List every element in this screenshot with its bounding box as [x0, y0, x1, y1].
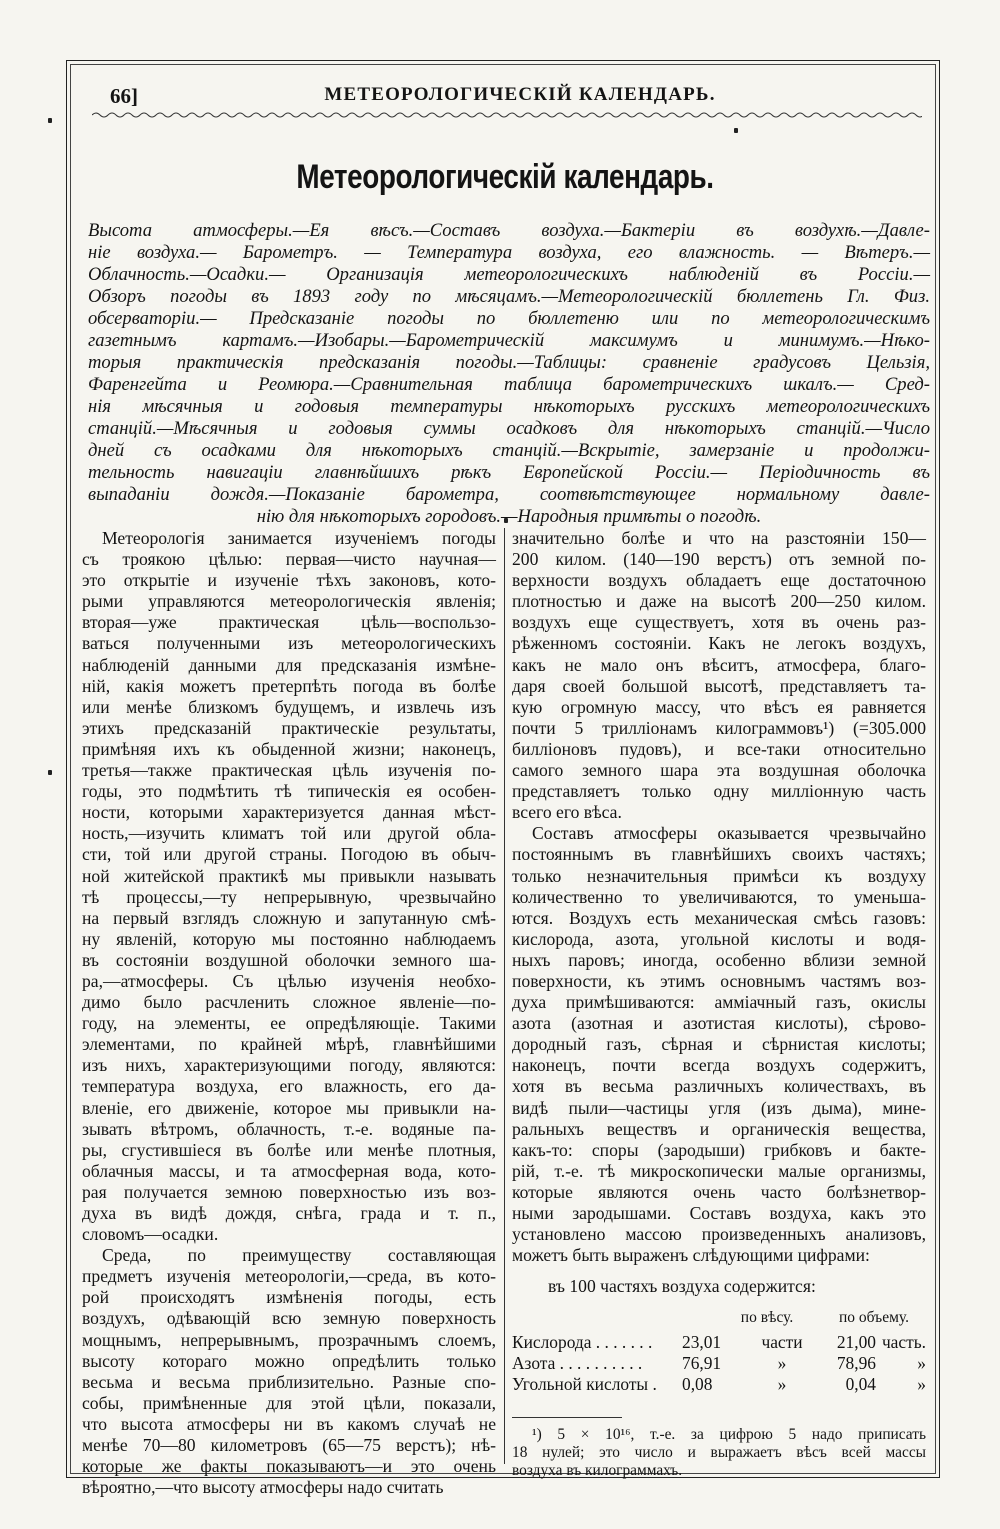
ink-dot	[734, 128, 738, 133]
text-line: высоту котораго можно опредѣлить только	[82, 1350, 496, 1371]
text-line: установлено массою произведенныхъ анализовъ,	[512, 1224, 926, 1245]
text-line: въ состояніи воздушной оболочки земного ша-	[82, 949, 496, 970]
text-line: менѣе 70—80 километровъ (65—75 верстъ); нѣ-	[82, 1435, 496, 1456]
text-line: весьма и весьма приблизительно. Разные спо-	[82, 1371, 496, 1392]
gas-name: Угольной кислоты .	[512, 1374, 657, 1395]
text-line: предметъ изученія метеорологіи,—среда, въ кото-	[82, 1266, 496, 1287]
composition-row	[512, 1374, 926, 1395]
summary-line: Облачность.—Осадки.— Организація метеорологическихъ наблюденій въ Россіи.—	[88, 264, 930, 285]
summary-line: нію для нѣкоторыхъ городовъ.—Народныя примѣты о погодѣ.	[256, 506, 762, 527]
weight-unit: »	[777, 1374, 787, 1395]
text-line: ность,—изучить климатъ той или другой обла-	[82, 823, 496, 844]
left-column	[82, 528, 496, 1498]
composition-row	[512, 1332, 926, 1353]
text-line: азота (азотная и азотистая кислоты), сѣрово-	[512, 1013, 926, 1034]
summary-line: нія мѣсячныя и годовыя температуры нѣкоторыхъ русскихъ метеорологическихъ	[88, 396, 930, 417]
col-by-volume: по объему.	[839, 1309, 909, 1327]
text-line: съ троякою цѣлью: первая—чисто научная—	[82, 549, 496, 570]
gas-name: Кислорода . . . . . . .	[512, 1332, 653, 1353]
text-line: духа въ видѣ дождя, снѣга, града и т. п.,	[82, 1203, 496, 1223]
footnote-line: воздуха въ килограммахъ.	[512, 1462, 683, 1480]
text-line: словомъ—осадки.	[82, 1224, 219, 1245]
text-line: представляетъ только одну милліонную часть	[512, 781, 926, 802]
text-line: ются. Воздухъ есть механическая смѣсь газовъ:	[512, 907, 926, 928]
text-line: наконецъ, почти всегда воздухъ содержитъ,	[512, 1055, 926, 1076]
summary-line: тельность навигаціи главнѣйшихъ рѣкъ Европейской Россіи.— Періодичность въ	[88, 462, 930, 483]
text-line: ной житейской практикѣ мы привыкли называть	[82, 865, 496, 886]
text-line: значительно болѣе и что на разстояніи 150—	[512, 528, 926, 548]
text-line: видѣ пыли—частицы угля (изъ дыма), мине-	[512, 1097, 926, 1118]
text-line: воздухъ, одѣвающій всю земную поверхность	[82, 1308, 496, 1329]
text-line: собы, примѣненные для этой цѣли, показали,	[82, 1392, 496, 1413]
text-line: Метеорологія занимается изученіемъ погоды	[102, 528, 496, 548]
chapter-summary	[88, 220, 930, 528]
volume-unit: »	[917, 1374, 926, 1395]
weight-unit: части	[761, 1332, 803, 1353]
volume-value: 0,04	[845, 1374, 876, 1395]
text-line: всего его вѣса.	[512, 802, 622, 823]
composition-table	[512, 1307, 926, 1395]
summary-line: газетнымъ картамъ.—Изобары.—Барометрическій максимумъ и минимумъ.—Нѣко-	[88, 330, 930, 351]
text-line: билліоновъ пудовъ), и все-таки относительно	[512, 738, 926, 759]
summary-line: ніе воздуха.— Барометръ. — Температура воздуха, его влажность. — Вѣтеръ.—	[88, 242, 930, 263]
gas-name: Азота . . . . . . . . . .	[512, 1353, 643, 1374]
text-line: постояннымъ въ главнѣйшихъ своихъ частяхъ;	[512, 844, 926, 865]
text-line: можетъ быть выраженъ слѣдующими цифрами:	[512, 1245, 870, 1266]
summary-line: станцій.—Мѣсячныя и годовыя суммы осадковъ для нѣкоторыхъ станцій.—Число	[88, 418, 930, 439]
text-line: ральныхъ веществъ и органическія вещества,	[512, 1118, 926, 1139]
text-line: году, на элементы, ее опредѣляющіе. Такими	[82, 1013, 496, 1034]
right-column	[512, 528, 926, 1480]
text-line: воздухъ еще существуетъ, хотя въ очень раз-	[512, 612, 926, 633]
summary-line: обсерваторіи.— Предсказаніе погоды по бюллетеню или по метеорологическимъ	[88, 308, 930, 329]
text-line: рая получается земною поверхностью изъ воз-	[82, 1181, 496, 1202]
text-line: кислорода, азота, угольной кислоты и водя-	[512, 928, 926, 949]
text-line: какъ не мало онъ вѣситъ, атмосфера, благо-	[512, 654, 926, 675]
text-line: которые являются очень часто болѣзнетвор-	[512, 1181, 926, 1202]
column-divider	[504, 528, 505, 1464]
composition-table-header	[512, 1307, 926, 1328]
text-line: рыми управляются метеорологическія явленія;	[82, 591, 496, 612]
footnote	[512, 1426, 926, 1480]
text-line: вѣроятно,—что высоту атмосферы надо считать	[82, 1477, 444, 1498]
text-line: ныхъ паровъ; иногда, особенно вблизи земной	[512, 949, 926, 970]
text-line: наблюденій данными для предсказанія измѣне-	[82, 654, 496, 675]
text-line: на первый взглядъ сложную и запутанную смѣ-	[82, 907, 496, 928]
text-line: дородный газъ, сѣрная и сѣрнистая кислоты;	[512, 1034, 926, 1055]
text-line: которые же факты показываютъ—и это очень	[82, 1456, 496, 1477]
text-line: ными зародышами. Составъ воздуха, какъ это	[512, 1203, 926, 1223]
text-line: изъ нихъ, характеризующими погоду, являются:	[82, 1055, 496, 1076]
text-line: димо было расчленить сложное явленіе—по-	[82, 992, 496, 1013]
composition-heading: въ 100 частяхъ воздуха содержится:	[548, 1276, 816, 1297]
right-column-text	[512, 528, 926, 1266]
text-line: почти 5 трилліонамъ килограммовъ¹) (=305.000	[512, 717, 926, 738]
text-line: верхности воздухъ обладаетъ еще достаточною	[512, 570, 926, 591]
volume-value: 78,96	[836, 1353, 876, 1374]
text-line: это открытіе и изученіе тѣхъ законовъ, кото-	[82, 570, 496, 591]
text-line: ваться полученными изъ метеорологическихъ	[82, 633, 496, 654]
text-line: количественно то увеличиваются, то уменьша-	[512, 886, 926, 907]
running-title: МЕТЕОРОЛОГИЧЕСКІЙ КАЛЕНДАРЬ.	[324, 84, 716, 105]
text-line: рій, т.-е. тѣ микроскопически малые организмы,	[512, 1160, 926, 1181]
text-line: облачныя массы, и та атмосферная вода, кото-	[82, 1160, 496, 1181]
composition-row	[512, 1353, 926, 1374]
text-line: элементами, по крайней мѣрѣ, главнѣйшими	[82, 1034, 496, 1055]
text-line: поверхности, къ этимъ основнымъ частямъ воз-	[512, 970, 926, 991]
text-line: тѣ процессы,—ту непрерывную, чрезвычайно	[82, 886, 496, 907]
volume-value: 21,00	[836, 1332, 876, 1353]
text-line: годы, это подмѣтить тѣ типическія ея особен-	[82, 781, 496, 802]
summary-line: Высота атмосферы.—Ея вѣсъ.—Составъ воздуха.—Бактеріи въ воздухѣ.—Давле-	[88, 220, 930, 241]
weight-value: 76,91	[682, 1353, 722, 1374]
weight-value: 23,01	[682, 1332, 722, 1353]
text-line: только незначительныя примѣси къ воздуху	[512, 865, 926, 886]
text-line: этихъ предсказаній практическіе результаты,	[82, 717, 496, 738]
text-line: хотя въ весьма различныхъ количествахъ, въ	[512, 1076, 926, 1097]
text-line: ну явленій, которую мы постоянно наблюдаемъ	[82, 928, 496, 949]
main-title: Метеорологическій календарь.	[296, 158, 714, 196]
col-by-weight: по вѣсу.	[740, 1309, 794, 1327]
summary-line: торыя практическія предсказанія погоды.—Таблицы: сравненіе градусовъ Цельзія,	[88, 352, 930, 373]
text-line: температура воздуха, его влажность, его да-	[82, 1076, 496, 1097]
summary-line: Обзоръ погоды въ 1893 году по мѣсяцамъ.—Метеорологическій бюллетень Гл. Физ.	[88, 286, 930, 307]
text-line: самого земного шара эта воздушная оболочка	[512, 760, 926, 781]
text-line: что высота атмосферы ни въ какомъ случаѣ не	[82, 1413, 496, 1434]
text-line: рой происходятъ измѣненія погоды, есть	[82, 1287, 496, 1308]
ink-dot	[48, 770, 52, 775]
weight-value: 0,08	[682, 1374, 713, 1395]
text-line: вленіе, его движеніе, которое мы привыкли на-	[82, 1097, 496, 1118]
text-line: рѣженномъ состояніи. Какъ не легокъ воздухъ,	[512, 633, 926, 654]
weight-unit: »	[777, 1353, 787, 1374]
text-line: вторая—уже практическая цѣль—воспользо-	[82, 612, 496, 633]
text-line: кую огромную массу, что вѣсъ ея равняется	[512, 696, 926, 717]
text-line: плотностью и даже на высотѣ 200—250 килом.	[512, 591, 926, 612]
text-line: ности, которыми характеризуется данная мѣст-	[82, 802, 496, 823]
composition-rows	[512, 1332, 926, 1395]
text-line: даря своей большой высотѣ, представляетъ та-	[512, 675, 926, 696]
ink-dot	[48, 118, 52, 123]
wavy-rule	[92, 110, 922, 120]
text-line: третья—также практическая цѣль изученія по-	[82, 760, 496, 781]
text-line: зывать вѣтромъ, облачность, т.-е. водяные па-	[82, 1118, 496, 1139]
footnote-rule	[512, 1417, 622, 1418]
text-line: духа примѣшиваются: амміачный газъ, окислы	[512, 992, 926, 1013]
summary-line: Фаренгейта и Реомюра.—Сравнительная таблица барометрическихъ шкалъ.— Сред-	[88, 374, 930, 395]
volume-unit: часть.	[881, 1332, 926, 1353]
summary-line: выпаданіи дождя.—Показаніе барометра, соотвѣтствующее нормальному давле-	[88, 484, 930, 505]
summary-line: дней съ осадками для нѣкоторыхъ станцій.—Вскрытіе, замерзаніе и продолжи-	[88, 440, 930, 461]
text-line: Среда, по преимуществу составляющая	[102, 1245, 496, 1266]
text-line: мощнымъ, непрерывнымъ, прозрачнымъ слоемъ,	[82, 1329, 496, 1350]
text-line: ра,—атмосферы. Съ цѣлью изученія необхо-	[82, 970, 496, 991]
text-line: ры, сгустившіеся въ болѣе или менѣе плотныя,	[82, 1139, 496, 1160]
text-line: или менѣе близкомъ будущемъ, и извлечь изъ	[82, 696, 496, 717]
text-line: какъ-то: споры (зародыши) грибковъ и бакте-	[512, 1139, 926, 1160]
footnote-line: ¹) 5 × 10¹⁶, т.-е. за цифрою 5 надо приписать	[532, 1426, 926, 1444]
footnote-line: 18 нулей; это число и выражаетъ вѣсъ всей массы	[512, 1444, 926, 1462]
text-line: ній, какія можетъ претерпѣть погода въ болѣе	[82, 675, 496, 696]
text-line: 200 килом. (140—190 верстъ) отъ земной по-	[512, 549, 926, 570]
text-line: примѣняя ихъ къ обыденной жизни; наконецъ,	[82, 738, 496, 759]
page-number: 66]	[110, 84, 138, 108]
text-line: Составъ атмосферы оказывается чрезвычайно	[532, 823, 926, 844]
volume-unit: »	[917, 1353, 926, 1374]
text-line: сти, той или другой страны. Погодою въ обыч-	[82, 844, 496, 865]
